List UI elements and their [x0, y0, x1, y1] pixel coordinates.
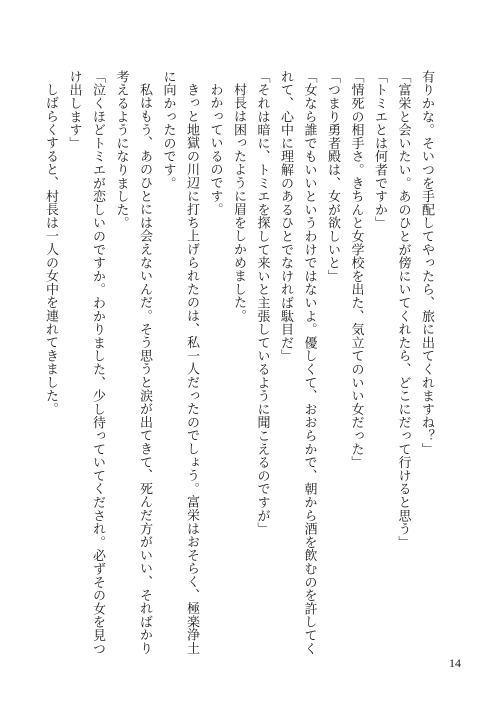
text-line: 「女なら誰でもいいというわけではないよ。優しくて、おおらかで、朝から酒を飲むのを許してく [301, 70, 317, 656]
text-line: れて、心中に理解のあるひとでなければ駄目だ」 [278, 70, 293, 363]
text-line: 「富栄と会いたい。あのひとが傍にいてくれたら、どこにだって行けると思う」 [395, 70, 411, 549]
body-text [39, 70, 439, 660]
text-line: きっと地獄の川辺に打ち上げられたのは、私一人だったのでしょう。富栄はおそらく、極楽浄土 [184, 83, 199, 655]
text-line: 「つまり勇者殿は、女が欲しいと」 [325, 70, 340, 283]
text-line: 考えるようになりました。 [113, 70, 129, 230]
text-line: 「泣くほどトミエが恋しいのですか。わかりました、少し待っていてくだされ。必ずその女を見つ [90, 70, 105, 656]
text-line: 村長は困ったように眉をしかめました。 [231, 83, 246, 323]
text-line: 「それは暗に、トミエを探して来いと主張しているように聞こえるのですが」 [254, 70, 270, 536]
text-line: 有りかな。そいつを手配してやったら、旅に出てくれますね？」 [419, 70, 434, 456]
text-line: 「情死の相手さ。きちんと女学校を出た、気立てのいい女だった」 [348, 70, 364, 469]
text-line: 私はもう、あのひとには会えないんだ。そう思うと涙が出てきて、死んだ方がいい、そればかり [137, 83, 152, 655]
text-line: わかっているのです。 [207, 83, 223, 216]
text-line: に向かったのです。 [160, 70, 176, 190]
text-line: 「トミエとは何者ですか」 [372, 70, 387, 230]
page-number: 14 [449, 656, 461, 670]
text-line: け出します」 [66, 70, 82, 150]
text-line: しばらくすると、村長は一人の女中を連れてきました。 [43, 83, 58, 416]
